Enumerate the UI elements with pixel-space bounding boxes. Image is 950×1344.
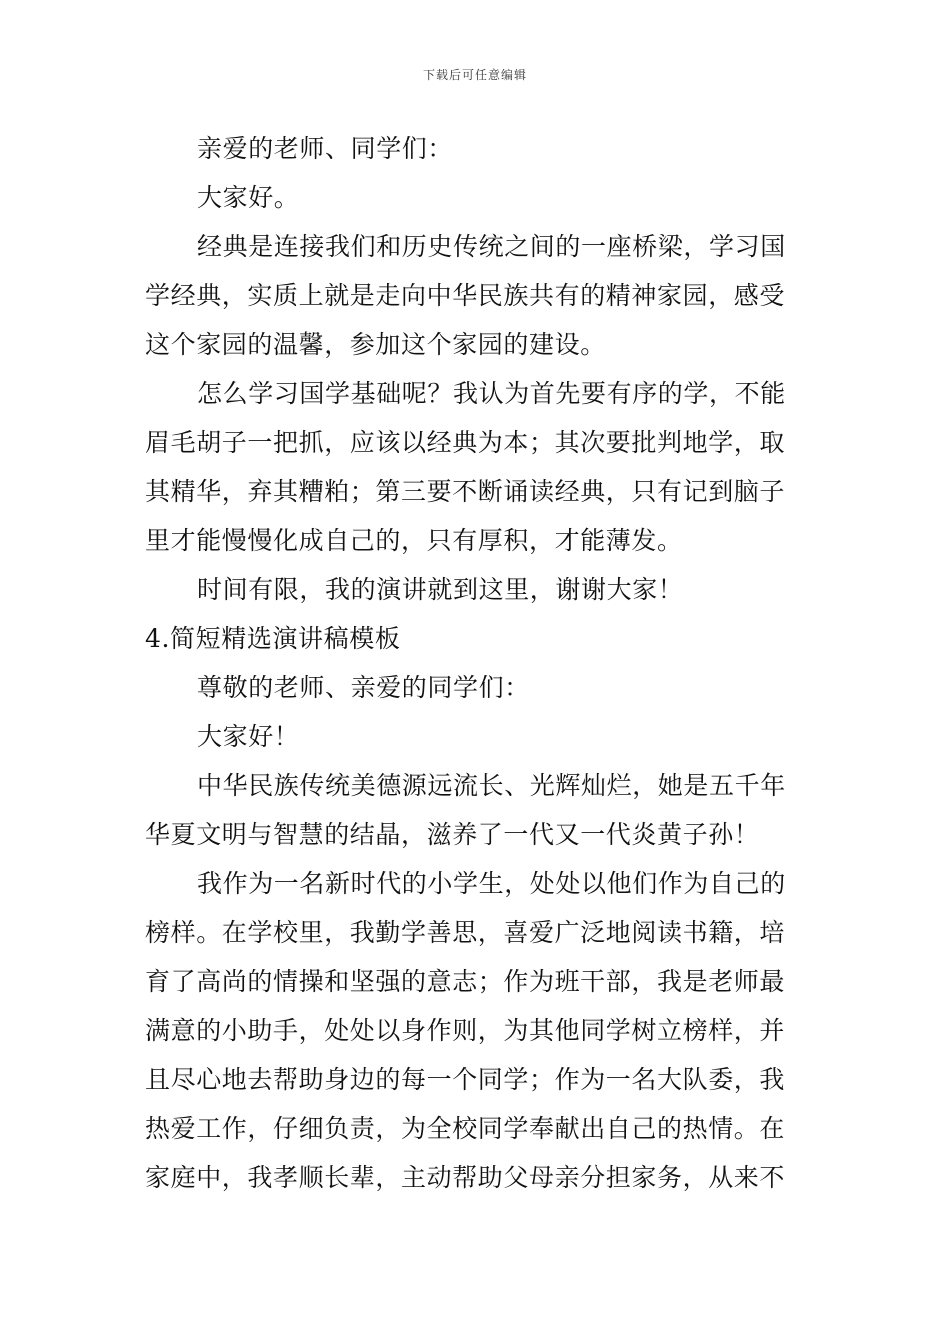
text-line: 这个家园的温馨，参加这个家园的建设。 xyxy=(145,330,606,359)
text-line: 亲爱的老师、同学们： xyxy=(197,134,454,163)
text-line: 其精华，弃其糟粕；第三要不断诵读经典，只有记到脑子 xyxy=(145,477,786,506)
text-line: 且尽心地去帮助身边的每一个同学；作为一名大队委，我 xyxy=(145,1065,786,1094)
document-body xyxy=(145,124,810,1202)
text-line: 热爱工作，仔细负责，为全校同学奉献出自己的热情。在 xyxy=(145,1114,786,1143)
text-line: 怎么学习国学基础呢？我认为首先要有序的学，不能 xyxy=(197,379,786,408)
text-line: 大家好！ xyxy=(197,722,300,751)
text-line: 华夏文明与智慧的结晶，滋养了一代又一代炎黄子孙！ xyxy=(145,820,760,849)
text-line: 时间有限，我的演讲就到这里，谢谢大家！ xyxy=(197,575,684,604)
text-line: 尊敬的老师、亲爱的同学们： xyxy=(197,673,530,702)
section-heading: 4.简短精选演讲稿模板 xyxy=(145,624,401,653)
text-line: 里才能慢慢化成自己的，只有厚积，才能薄发。 xyxy=(145,526,683,555)
header-note: 下载后可任意编辑 xyxy=(422,68,527,82)
text-line: 满意的小助手，处处以身作则，为其他同学树立榜样，并 xyxy=(145,1016,786,1045)
text-line: 中华民族传统美德源远流长、光辉灿烂，她是五千年 xyxy=(197,771,786,800)
text-line: 经典是连接我们和历史传统之间的一座桥梁，学习国 xyxy=(197,232,786,261)
text-line: 育了高尚的情操和坚强的意志；作为班干部，我是老师最 xyxy=(145,967,786,996)
text-line: 家庭中，我孝顺长辈，主动帮助父母亲分担家务，从来不 xyxy=(145,1163,786,1192)
text-line: 榜样。在学校里，我勤学善思，喜爱广泛地阅读书籍，培 xyxy=(145,918,786,947)
text-line: 眉毛胡子一把抓，应该以经典为本；其次要批判地学，取 xyxy=(145,428,786,457)
text-line: 我作为一名新时代的小学生，处处以他们作为自己的 xyxy=(197,869,786,898)
text-line: 大家好。 xyxy=(197,183,300,212)
text-line: 学经典，实质上就是走向中华民族共有的精神家园，感受 xyxy=(145,281,786,310)
